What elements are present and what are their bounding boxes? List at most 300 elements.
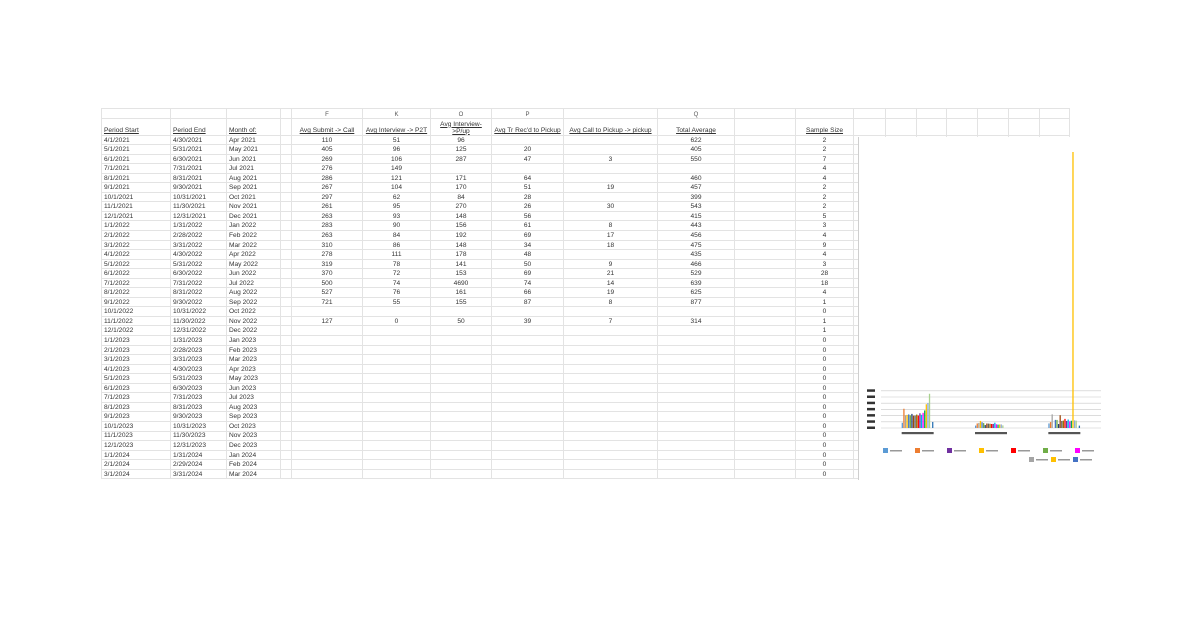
cell[interactable] (281, 145, 292, 155)
cell[interactable] (292, 402, 363, 412)
column-header[interactable]: Avg Interview -> P2T (363, 118, 431, 135)
cell[interactable]: 11/1/2023 (102, 431, 171, 441)
cell[interactable] (735, 135, 796, 145)
cell[interactable] (363, 345, 431, 355)
cell[interactable]: Mar 2024 (227, 469, 281, 479)
cell[interactable] (431, 383, 492, 393)
cell[interactable] (658, 431, 735, 441)
column-letter[interactable]: Q (658, 109, 735, 119)
cell[interactable]: 405 (292, 145, 363, 155)
column-letter[interactable]: K (363, 109, 431, 119)
cell[interactable] (281, 269, 292, 279)
cell[interactable] (281, 421, 292, 431)
cell[interactable]: 104 (363, 183, 431, 193)
cell[interactable] (363, 460, 431, 470)
cell[interactable]: 9/30/2021 (171, 183, 227, 193)
cell[interactable]: 86 (363, 240, 431, 250)
cell[interactable]: 8/1/2023 (102, 402, 171, 412)
cell[interactable] (564, 421, 658, 431)
cell[interactable]: 310 (292, 240, 363, 250)
cell[interactable] (281, 297, 292, 307)
cell[interactable] (292, 441, 363, 451)
cell[interactable]: 125 (431, 145, 492, 155)
cell[interactable] (492, 393, 564, 403)
cell[interactable]: 19 (564, 183, 658, 193)
cell[interactable]: 69 (492, 231, 564, 241)
cell[interactable]: Mar 2023 (227, 355, 281, 365)
cell[interactable]: 5/1/2021 (102, 145, 171, 155)
cell[interactable]: 319 (292, 259, 363, 269)
cell[interactable]: 11/30/2023 (171, 431, 227, 441)
cell[interactable]: 141 (431, 259, 492, 269)
cell[interactable]: 1/31/2022 (171, 221, 227, 231)
cell[interactable]: 2 (796, 145, 854, 155)
cell[interactable]: 2/28/2023 (171, 345, 227, 355)
cell[interactable]: 543 (658, 202, 735, 212)
cell[interactable] (281, 231, 292, 241)
cell[interactable]: 399 (658, 192, 735, 202)
cell[interactable] (281, 383, 292, 393)
cell[interactable]: 55 (363, 297, 431, 307)
cell[interactable]: 87 (492, 297, 564, 307)
cell[interactable]: 0 (796, 402, 854, 412)
cell[interactable]: 0 (796, 307, 854, 317)
cell[interactable]: 5 (796, 211, 854, 221)
column-letter[interactable] (227, 109, 281, 119)
cell[interactable] (281, 412, 292, 422)
cell[interactable] (564, 450, 658, 460)
column-header[interactable] (735, 118, 796, 135)
cell[interactable] (492, 364, 564, 374)
cell[interactable]: 2/1/2022 (102, 231, 171, 241)
cell[interactable] (735, 441, 796, 451)
cell[interactable] (564, 441, 658, 451)
cell[interactable]: 9/1/2023 (102, 412, 171, 422)
cell[interactable]: 0 (796, 336, 854, 346)
cell[interactable] (281, 164, 292, 174)
cell[interactable] (735, 183, 796, 193)
cell[interactable]: 12/1/2022 (102, 326, 171, 336)
cell[interactable] (735, 211, 796, 221)
cell[interactable]: 6/30/2023 (171, 383, 227, 393)
cell[interactable] (292, 431, 363, 441)
cell[interactable]: Jul 2022 (227, 278, 281, 288)
cell[interactable] (363, 326, 431, 336)
cell[interactable]: 72 (363, 269, 431, 279)
column-letter[interactable] (886, 109, 917, 119)
cell[interactable] (564, 145, 658, 155)
cell[interactable] (658, 164, 735, 174)
cell[interactable]: 0 (363, 316, 431, 326)
cell[interactable]: 17 (564, 231, 658, 241)
cell[interactable] (363, 307, 431, 317)
cell[interactable] (735, 364, 796, 374)
cell[interactable] (658, 326, 735, 336)
cell[interactable]: 466 (658, 259, 735, 269)
cell[interactable] (735, 402, 796, 412)
cell[interactable] (658, 450, 735, 460)
column-letter[interactable] (947, 109, 978, 119)
column-letter[interactable] (796, 109, 854, 119)
cell[interactable]: 11/30/2021 (171, 202, 227, 212)
cell[interactable]: 7/1/2023 (102, 393, 171, 403)
cell[interactable]: Feb 2024 (227, 460, 281, 470)
cell[interactable] (281, 221, 292, 231)
cell[interactable] (281, 183, 292, 193)
cell[interactable] (363, 355, 431, 365)
cell[interactable] (658, 402, 735, 412)
cell[interactable]: 0 (796, 450, 854, 460)
cell[interactable]: 56 (492, 211, 564, 221)
cell[interactable]: 171 (431, 173, 492, 183)
cell[interactable]: 12/31/2021 (171, 211, 227, 221)
cell[interactable] (735, 164, 796, 174)
cell[interactable]: 170 (431, 183, 492, 193)
cell[interactable]: 66 (492, 288, 564, 298)
column-letter[interactable] (735, 109, 796, 119)
cell[interactable] (492, 431, 564, 441)
cell[interactable]: 270 (431, 202, 492, 212)
cell[interactable]: 3 (796, 259, 854, 269)
column-header[interactable]: Month of: (227, 118, 281, 135)
cell[interactable] (431, 469, 492, 479)
cell[interactable] (735, 421, 796, 431)
cell[interactable]: 5/31/2023 (171, 374, 227, 384)
cell[interactable]: Aug 2023 (227, 402, 281, 412)
cell[interactable] (492, 412, 564, 422)
cell[interactable] (292, 345, 363, 355)
cell[interactable]: 7 (564, 316, 658, 326)
cell[interactable] (281, 469, 292, 479)
cell[interactable] (363, 364, 431, 374)
cell[interactable] (363, 441, 431, 451)
cell[interactable] (363, 431, 431, 441)
cell[interactable]: 148 (431, 240, 492, 250)
cell[interactable] (492, 383, 564, 393)
cell[interactable]: 21 (564, 269, 658, 279)
cell[interactable] (281, 355, 292, 365)
cell[interactable] (564, 211, 658, 221)
cell[interactable]: 48 (492, 250, 564, 260)
cell[interactable]: Nov 2021 (227, 202, 281, 212)
cell[interactable] (658, 355, 735, 365)
cell[interactable] (431, 450, 492, 460)
cell[interactable]: 4/1/2023 (102, 364, 171, 374)
cell[interactable]: 19 (564, 288, 658, 298)
cell[interactable]: 153 (431, 269, 492, 279)
cell[interactable]: 261 (292, 202, 363, 212)
cell[interactable]: 0 (796, 383, 854, 393)
cell[interactable] (735, 221, 796, 231)
cell[interactable]: 0 (796, 364, 854, 374)
cell[interactable] (292, 383, 363, 393)
cell[interactable] (492, 135, 564, 145)
cell[interactable]: 149 (363, 164, 431, 174)
cell[interactable]: 18 (564, 240, 658, 250)
cell[interactable]: 639 (658, 278, 735, 288)
cell[interactable]: 11/30/2022 (171, 316, 227, 326)
column-header[interactable] (854, 118, 886, 135)
cell[interactable] (564, 345, 658, 355)
cell[interactable]: 269 (292, 154, 363, 164)
cell[interactable] (431, 326, 492, 336)
cell[interactable]: 6/1/2021 (102, 154, 171, 164)
cell[interactable]: Apr 2021 (227, 135, 281, 145)
cell[interactable]: 7/1/2021 (102, 164, 171, 174)
cell[interactable]: 8/1/2021 (102, 173, 171, 183)
cell[interactable] (735, 145, 796, 155)
cell[interactable]: 61 (492, 221, 564, 231)
cell[interactable]: Oct 2022 (227, 307, 281, 317)
cell[interactable] (431, 364, 492, 374)
cell[interactable] (735, 202, 796, 212)
cell[interactable]: 4/1/2021 (102, 135, 171, 145)
cell[interactable]: 47 (492, 154, 564, 164)
cell[interactable]: 12/1/2023 (102, 441, 171, 451)
cell[interactable]: 4/30/2021 (171, 135, 227, 145)
cell[interactable]: Jul 2023 (227, 393, 281, 403)
cell[interactable]: 9 (564, 259, 658, 269)
cell[interactable] (492, 345, 564, 355)
cell[interactable]: 50 (492, 259, 564, 269)
cell[interactable] (735, 297, 796, 307)
column-letter[interactable] (102, 109, 171, 119)
cell[interactable] (281, 259, 292, 269)
cell[interactable] (564, 326, 658, 336)
cell[interactable]: 3 (796, 221, 854, 231)
column-header[interactable]: Sample Size (796, 118, 854, 135)
column-letter[interactable]: F (292, 109, 363, 119)
cell[interactable]: 10/31/2021 (171, 192, 227, 202)
cell[interactable] (431, 307, 492, 317)
cell[interactable] (658, 374, 735, 384)
cell[interactable]: 2 (796, 192, 854, 202)
cell[interactable] (281, 450, 292, 460)
cell[interactable]: 263 (292, 231, 363, 241)
cell[interactable]: 10/31/2022 (171, 307, 227, 317)
cell[interactable]: 11/1/2021 (102, 202, 171, 212)
cell[interactable] (281, 441, 292, 451)
cell[interactable] (292, 307, 363, 317)
cell[interactable]: 435 (658, 250, 735, 260)
cell[interactable]: 456 (658, 231, 735, 241)
cell[interactable] (281, 374, 292, 384)
cell[interactable]: 74 (492, 278, 564, 288)
cell[interactable]: 2/1/2023 (102, 345, 171, 355)
cell[interactable]: 4690 (431, 278, 492, 288)
cell[interactable] (281, 135, 292, 145)
column-header[interactable] (978, 118, 1009, 135)
cell[interactable] (492, 450, 564, 460)
cell[interactable]: Jun 2023 (227, 383, 281, 393)
column-letter[interactable] (917, 109, 947, 119)
cell[interactable] (281, 402, 292, 412)
cell[interactable]: May 2021 (227, 145, 281, 155)
cell[interactable] (658, 469, 735, 479)
cell[interactable] (658, 383, 735, 393)
cell[interactable]: 95 (363, 202, 431, 212)
cell[interactable] (735, 288, 796, 298)
cell[interactable] (564, 412, 658, 422)
column-letter[interactable] (854, 109, 886, 119)
cell[interactable]: 8 (564, 297, 658, 307)
cell[interactable] (431, 345, 492, 355)
cell[interactable]: Dec 2023 (227, 441, 281, 451)
cell[interactable] (281, 211, 292, 221)
cell[interactable] (292, 393, 363, 403)
cell[interactable]: 529 (658, 269, 735, 279)
cell[interactable] (564, 469, 658, 479)
cell[interactable] (564, 431, 658, 441)
cell[interactable] (431, 374, 492, 384)
cell[interactable]: 12/1/2021 (102, 211, 171, 221)
cell[interactable]: 148 (431, 211, 492, 221)
cell[interactable]: 3/1/2024 (102, 469, 171, 479)
cell[interactable]: 10/1/2022 (102, 307, 171, 317)
column-header[interactable] (1040, 118, 1070, 135)
cell[interactable] (735, 173, 796, 183)
cell[interactable] (735, 326, 796, 336)
cell[interactable]: Sep 2021 (227, 183, 281, 193)
cell[interactable]: 69 (492, 269, 564, 279)
cell[interactable]: 370 (292, 269, 363, 279)
cell[interactable] (492, 307, 564, 317)
cell[interactable] (492, 374, 564, 384)
cell[interactable]: 457 (658, 183, 735, 193)
cell[interactable]: 51 (492, 183, 564, 193)
column-header[interactable]: Avg Submit -> Call (292, 118, 363, 135)
cell[interactable] (363, 412, 431, 422)
cell[interactable]: 5/1/2023 (102, 374, 171, 384)
cell[interactable]: 50 (431, 316, 492, 326)
cell[interactable] (735, 231, 796, 241)
cell[interactable] (658, 421, 735, 431)
cell[interactable]: 9/1/2022 (102, 297, 171, 307)
column-header[interactable]: Total Average (658, 118, 735, 135)
cell[interactable]: 28 (492, 192, 564, 202)
cell[interactable]: 12/31/2023 (171, 441, 227, 451)
cell[interactable] (431, 355, 492, 365)
column-letter[interactable] (1009, 109, 1040, 119)
cell[interactable] (735, 240, 796, 250)
cell[interactable] (564, 250, 658, 260)
cell[interactable]: May 2022 (227, 259, 281, 269)
cell[interactable] (281, 316, 292, 326)
cell[interactable]: Jun 2021 (227, 154, 281, 164)
cell[interactable]: 1/1/2024 (102, 450, 171, 460)
cell[interactable]: May 2023 (227, 374, 281, 384)
cell[interactable] (292, 450, 363, 460)
cell[interactable]: Apr 2023 (227, 364, 281, 374)
cell[interactable] (281, 393, 292, 403)
cell[interactable]: Apr 2022 (227, 250, 281, 260)
cell[interactable] (735, 460, 796, 470)
column-letter[interactable] (281, 109, 292, 119)
cell[interactable] (564, 393, 658, 403)
cell[interactable]: 20 (492, 145, 564, 155)
cell[interactable] (658, 345, 735, 355)
cell[interactable]: 475 (658, 240, 735, 250)
cell[interactable] (292, 460, 363, 470)
cell[interactable] (735, 469, 796, 479)
cell[interactable] (281, 288, 292, 298)
cell[interactable]: Jan 2023 (227, 336, 281, 346)
cell[interactable]: 7/31/2023 (171, 393, 227, 403)
cell[interactable]: 8/31/2023 (171, 402, 227, 412)
cell[interactable] (735, 336, 796, 346)
cell[interactable]: 0 (796, 393, 854, 403)
cell[interactable] (492, 355, 564, 365)
cell[interactable] (281, 240, 292, 250)
cell[interactable]: 286 (292, 173, 363, 183)
cell[interactable] (492, 336, 564, 346)
cell[interactable] (492, 164, 564, 174)
cell[interactable]: 0 (796, 421, 854, 431)
cell[interactable] (735, 374, 796, 384)
cell[interactable]: Dec 2022 (227, 326, 281, 336)
column-header[interactable]: Period Start (102, 118, 171, 135)
cell[interactable]: 62 (363, 192, 431, 202)
cell[interactable] (431, 431, 492, 441)
cell[interactable]: 10/1/2021 (102, 192, 171, 202)
cell[interactable] (735, 307, 796, 317)
cell[interactable]: 2 (796, 202, 854, 212)
cell[interactable]: 3/31/2024 (171, 469, 227, 479)
cell[interactable]: 1/31/2024 (171, 450, 227, 460)
cell[interactable]: 2/29/2024 (171, 460, 227, 470)
cell[interactable]: 4 (796, 231, 854, 241)
cell[interactable]: 156 (431, 221, 492, 231)
cell[interactable] (564, 307, 658, 317)
cell[interactable] (564, 364, 658, 374)
cell[interactable]: 443 (658, 221, 735, 231)
cell[interactable] (281, 326, 292, 336)
cell[interactable]: 51 (363, 135, 431, 145)
cell[interactable]: 96 (431, 135, 492, 145)
cell[interactable]: 0 (796, 469, 854, 479)
cell[interactable] (658, 441, 735, 451)
cell[interactable]: 0 (796, 374, 854, 384)
column-header[interactable] (917, 118, 947, 135)
cell[interactable]: 110 (292, 135, 363, 145)
cell[interactable]: 93 (363, 211, 431, 221)
cell[interactable] (492, 421, 564, 431)
cell[interactable]: 9/30/2023 (171, 412, 227, 422)
cell[interactable] (564, 192, 658, 202)
cell[interactable]: 76 (363, 288, 431, 298)
cell[interactable]: 263 (292, 211, 363, 221)
cell[interactable]: Dec 2021 (227, 211, 281, 221)
cell[interactable]: 2/1/2024 (102, 460, 171, 470)
cell[interactable] (281, 336, 292, 346)
cell[interactable]: Mar 2022 (227, 240, 281, 250)
cell[interactable] (431, 412, 492, 422)
cell[interactable]: 10/31/2023 (171, 421, 227, 431)
cell[interactable]: 192 (431, 231, 492, 241)
cell[interactable] (431, 393, 492, 403)
embedded-chart[interactable] (858, 137, 1105, 480)
cell[interactable]: 4/1/2022 (102, 250, 171, 260)
cell[interactable]: 7/31/2022 (171, 278, 227, 288)
cell[interactable]: Jun 2022 (227, 269, 281, 279)
cell[interactable] (431, 421, 492, 431)
cell[interactable]: Jul 2021 (227, 164, 281, 174)
cell[interactable]: 8/1/2022 (102, 288, 171, 298)
cell[interactable]: 877 (658, 297, 735, 307)
cell[interactable] (735, 450, 796, 460)
cell[interactable] (658, 336, 735, 346)
cell[interactable] (292, 412, 363, 422)
